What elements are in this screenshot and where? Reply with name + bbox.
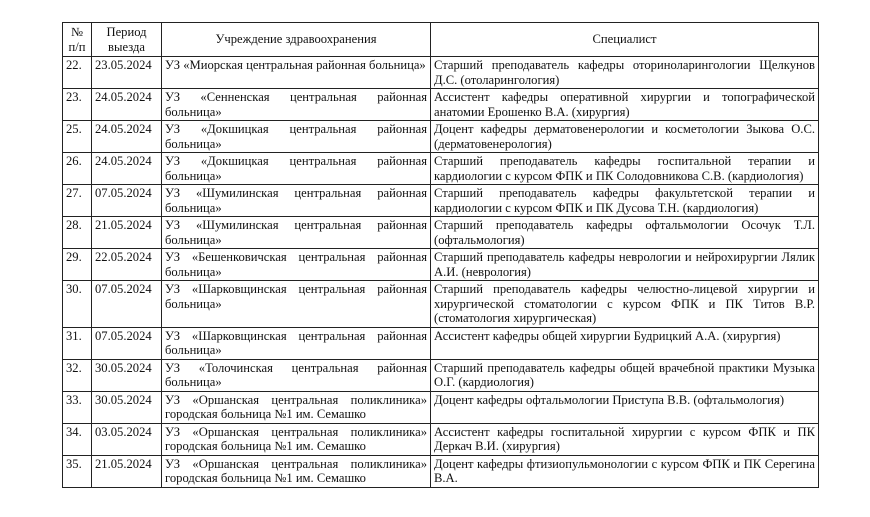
cell-num: 29. [63,249,92,281]
cell-num: 33. [63,391,92,423]
table-row [63,217,819,249]
cell-num: 22. [63,57,92,89]
table-row [63,249,819,281]
cell-num: 23. [63,89,92,121]
cell-institution: УЗ «Сенненская центральная районная больница» [162,89,431,121]
cell-date: 03.05.2024 [92,423,162,455]
table-row [63,281,819,328]
cell-date: 30.05.2024 [92,391,162,423]
table-row [63,57,819,89]
cell-specialist: Старший преподаватель кафедры факультетской терапии и кардиологии с курсом ФПК и ПК Дусова Т.Н. (кардиология) [431,185,819,217]
table-row [63,327,819,359]
header-date: Период выезда [92,23,162,57]
schedule-table [62,22,819,488]
table-row [63,455,819,487]
cell-date: 07.05.2024 [92,185,162,217]
cell-institution: УЗ «Бешенковичская центральная районная больница» [162,249,431,281]
cell-institution: УЗ «Шумилинская центральная районная больница» [162,217,431,249]
cell-num: 32. [63,359,92,391]
header-institution: Учреждение здравоохранения [162,23,431,57]
cell-institution: УЗ «Докшицкая центральная районная больница» [162,153,431,185]
cell-date: 23.05.2024 [92,57,162,89]
cell-date: 07.05.2024 [92,327,162,359]
cell-num: 28. [63,217,92,249]
cell-num: 31. [63,327,92,359]
table-body [63,57,819,488]
cell-institution: УЗ «Миорская центральная районная больница» [162,57,431,89]
cell-num: 25. [63,121,92,153]
cell-specialist: Ассистент кафедры госпитальной хирургии с курсом ФПК и ПК Деркач В.И. (хирургия) [431,423,819,455]
cell-specialist: Доцент кафедры дерматовенерологии и косметологии Зыкова О.С. (дерматовенерология) [431,121,819,153]
cell-specialist: Старший преподаватель кафедры общей врачебной практики Музыка О.Г. (кардиология) [431,359,819,391]
cell-date: 21.05.2024 [92,217,162,249]
cell-specialist: Старший преподаватель кафедры неврологии и нейрохирургии Лялик А.И. (неврология) [431,249,819,281]
cell-institution: УЗ «Толочинская центральная районная больница» [162,359,431,391]
cell-institution: УЗ «Оршанская центральная поликлиника» городская больница №1 им. Семашко [162,391,431,423]
cell-date: 24.05.2024 [92,153,162,185]
header-num: № п/п [63,23,92,57]
cell-institution: УЗ «Шумилинская центральная районная больница» [162,185,431,217]
cell-specialist: Старший преподаватель кафедры офтальмологии Осочук Т.Л. (офтальмология) [431,217,819,249]
table-row [63,153,819,185]
cell-specialist: Старший преподаватель кафедры челюстно-лицевой хирургии и хирургической стоматологии с курсом ФПК и ПК Титов В.Р. (стоматология хирургическая) [431,281,819,328]
cell-num: 27. [63,185,92,217]
table-row [63,423,819,455]
cell-institution: УЗ «Шарковщинская центральная районная больница» [162,281,431,328]
cell-date: 30.05.2024 [92,359,162,391]
table-row [63,359,819,391]
cell-specialist: Старший преподаватель кафедры госпитальной терапии и кардиологии с курсом ФПК и ПК Солодовникова С.В. (кардиология) [431,153,819,185]
cell-date: 24.05.2024 [92,121,162,153]
cell-institution: УЗ «Оршанская центральная поликлиника» городская больница №1 им. Семашко [162,455,431,487]
cell-date: 24.05.2024 [92,89,162,121]
cell-specialist: Доцент кафедры офтальмологии Приступа В.В. (офтальмология) [431,391,819,423]
cell-date: 22.05.2024 [92,249,162,281]
cell-specialist: Ассистент кафедры оперативной хирургии и топографической анатомии Ерошенко В.А. (хирургия) [431,89,819,121]
table-row [63,121,819,153]
header-specialist: Специалист [431,23,819,57]
cell-specialist: Старший преподаватель кафедры оториноларингологии Щелкунов Д.С. (отоларингология) [431,57,819,89]
table-row [63,185,819,217]
cell-date: 21.05.2024 [92,455,162,487]
cell-date: 07.05.2024 [92,281,162,328]
cell-num: 30. [63,281,92,328]
cell-num: 26. [63,153,92,185]
table-row [63,391,819,423]
cell-num: 34. [63,423,92,455]
cell-specialist: Ассистент кафедры общей хирургии Будрицкий А.А. (хирургия) [431,327,819,359]
table-header-row [63,23,819,57]
cell-specialist: Доцент кафедры фтизиопульмонологии с курсом ФПК и ПК Серегина В.А. [431,455,819,487]
cell-institution: УЗ «Шарковщинская центральная районная больница» [162,327,431,359]
cell-institution: УЗ «Оршанская центральная поликлиника» городская больница №1 им. Семашко [162,423,431,455]
cell-num: 35. [63,455,92,487]
cell-institution: УЗ «Докшицкая центральная районная больница» [162,121,431,153]
table-row [63,89,819,121]
